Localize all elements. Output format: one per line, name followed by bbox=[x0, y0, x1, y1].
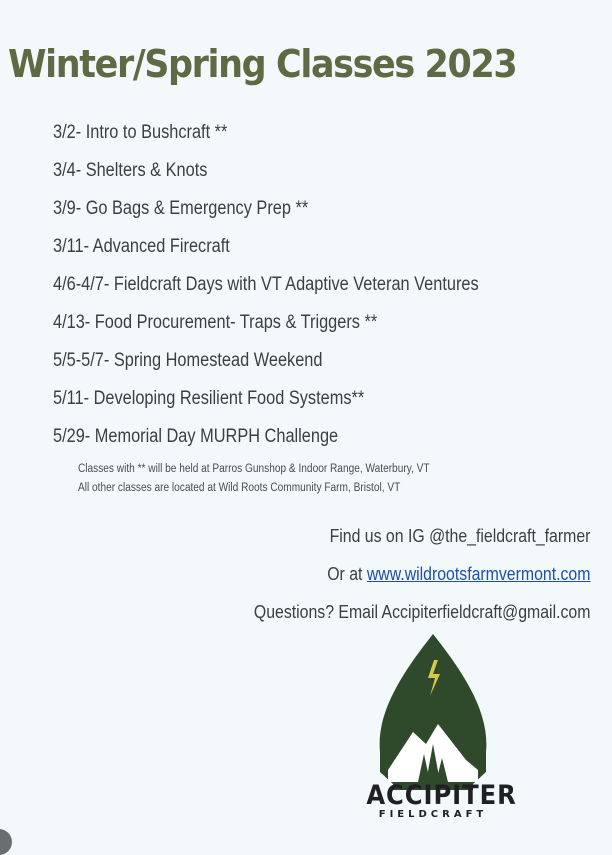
list-item: 5/5-5/7- Spring Homestead Weekend bbox=[53, 350, 323, 371]
list-item: 3/4- Shelters & Knots bbox=[53, 160, 208, 181]
list-item: 3/2- Intro to Bushcraft ** bbox=[53, 122, 228, 143]
page-title: Winter/Spring Classes 2023 bbox=[8, 42, 517, 86]
list-item: 5/29- Memorial Day MURPH Challenge bbox=[53, 426, 339, 447]
note-line: All other classes are located at Wild Roots Community Farm, Bristol, VT bbox=[78, 482, 401, 494]
website-link[interactable]: www.wildrootsfarmvermont.com bbox=[366, 564, 590, 584]
brand-subtitle: FIELDCRAFT bbox=[378, 809, 488, 820]
list-item: 3/11- Advanced Firecraft bbox=[53, 236, 230, 257]
note-line: Classes with ** will be held at Parros Gunshop & Indoor Range, Waterbury, VT bbox=[78, 463, 430, 475]
location-notes bbox=[78, 460, 430, 498]
list-item: 4/6-4/7- Fieldcraft Days with VT Adaptive Veteran Ventures bbox=[53, 274, 479, 295]
website-prefix: Or at bbox=[326, 564, 367, 584]
brand-wordmark bbox=[358, 780, 517, 820]
list-item: 5/11- Developing Resilient Food Systems** bbox=[53, 388, 365, 409]
instagram-text: Find us on IG @the_fieldcraft_farmer bbox=[329, 526, 590, 546]
brand-name: ACCIPITER bbox=[366, 780, 517, 811]
email-text: Questions? Email Accipiterfieldcraft@gmail.com bbox=[253, 602, 590, 622]
class-list bbox=[53, 120, 548, 462]
corner-shadow bbox=[0, 829, 12, 855]
list-item: 3/9- Go Bags & Emergency Prep ** bbox=[53, 198, 309, 219]
website-line bbox=[253, 560, 590, 598]
contact-info bbox=[208, 522, 590, 636]
list-item: 4/13- Food Procurement- Traps & Triggers ** bbox=[53, 312, 378, 333]
